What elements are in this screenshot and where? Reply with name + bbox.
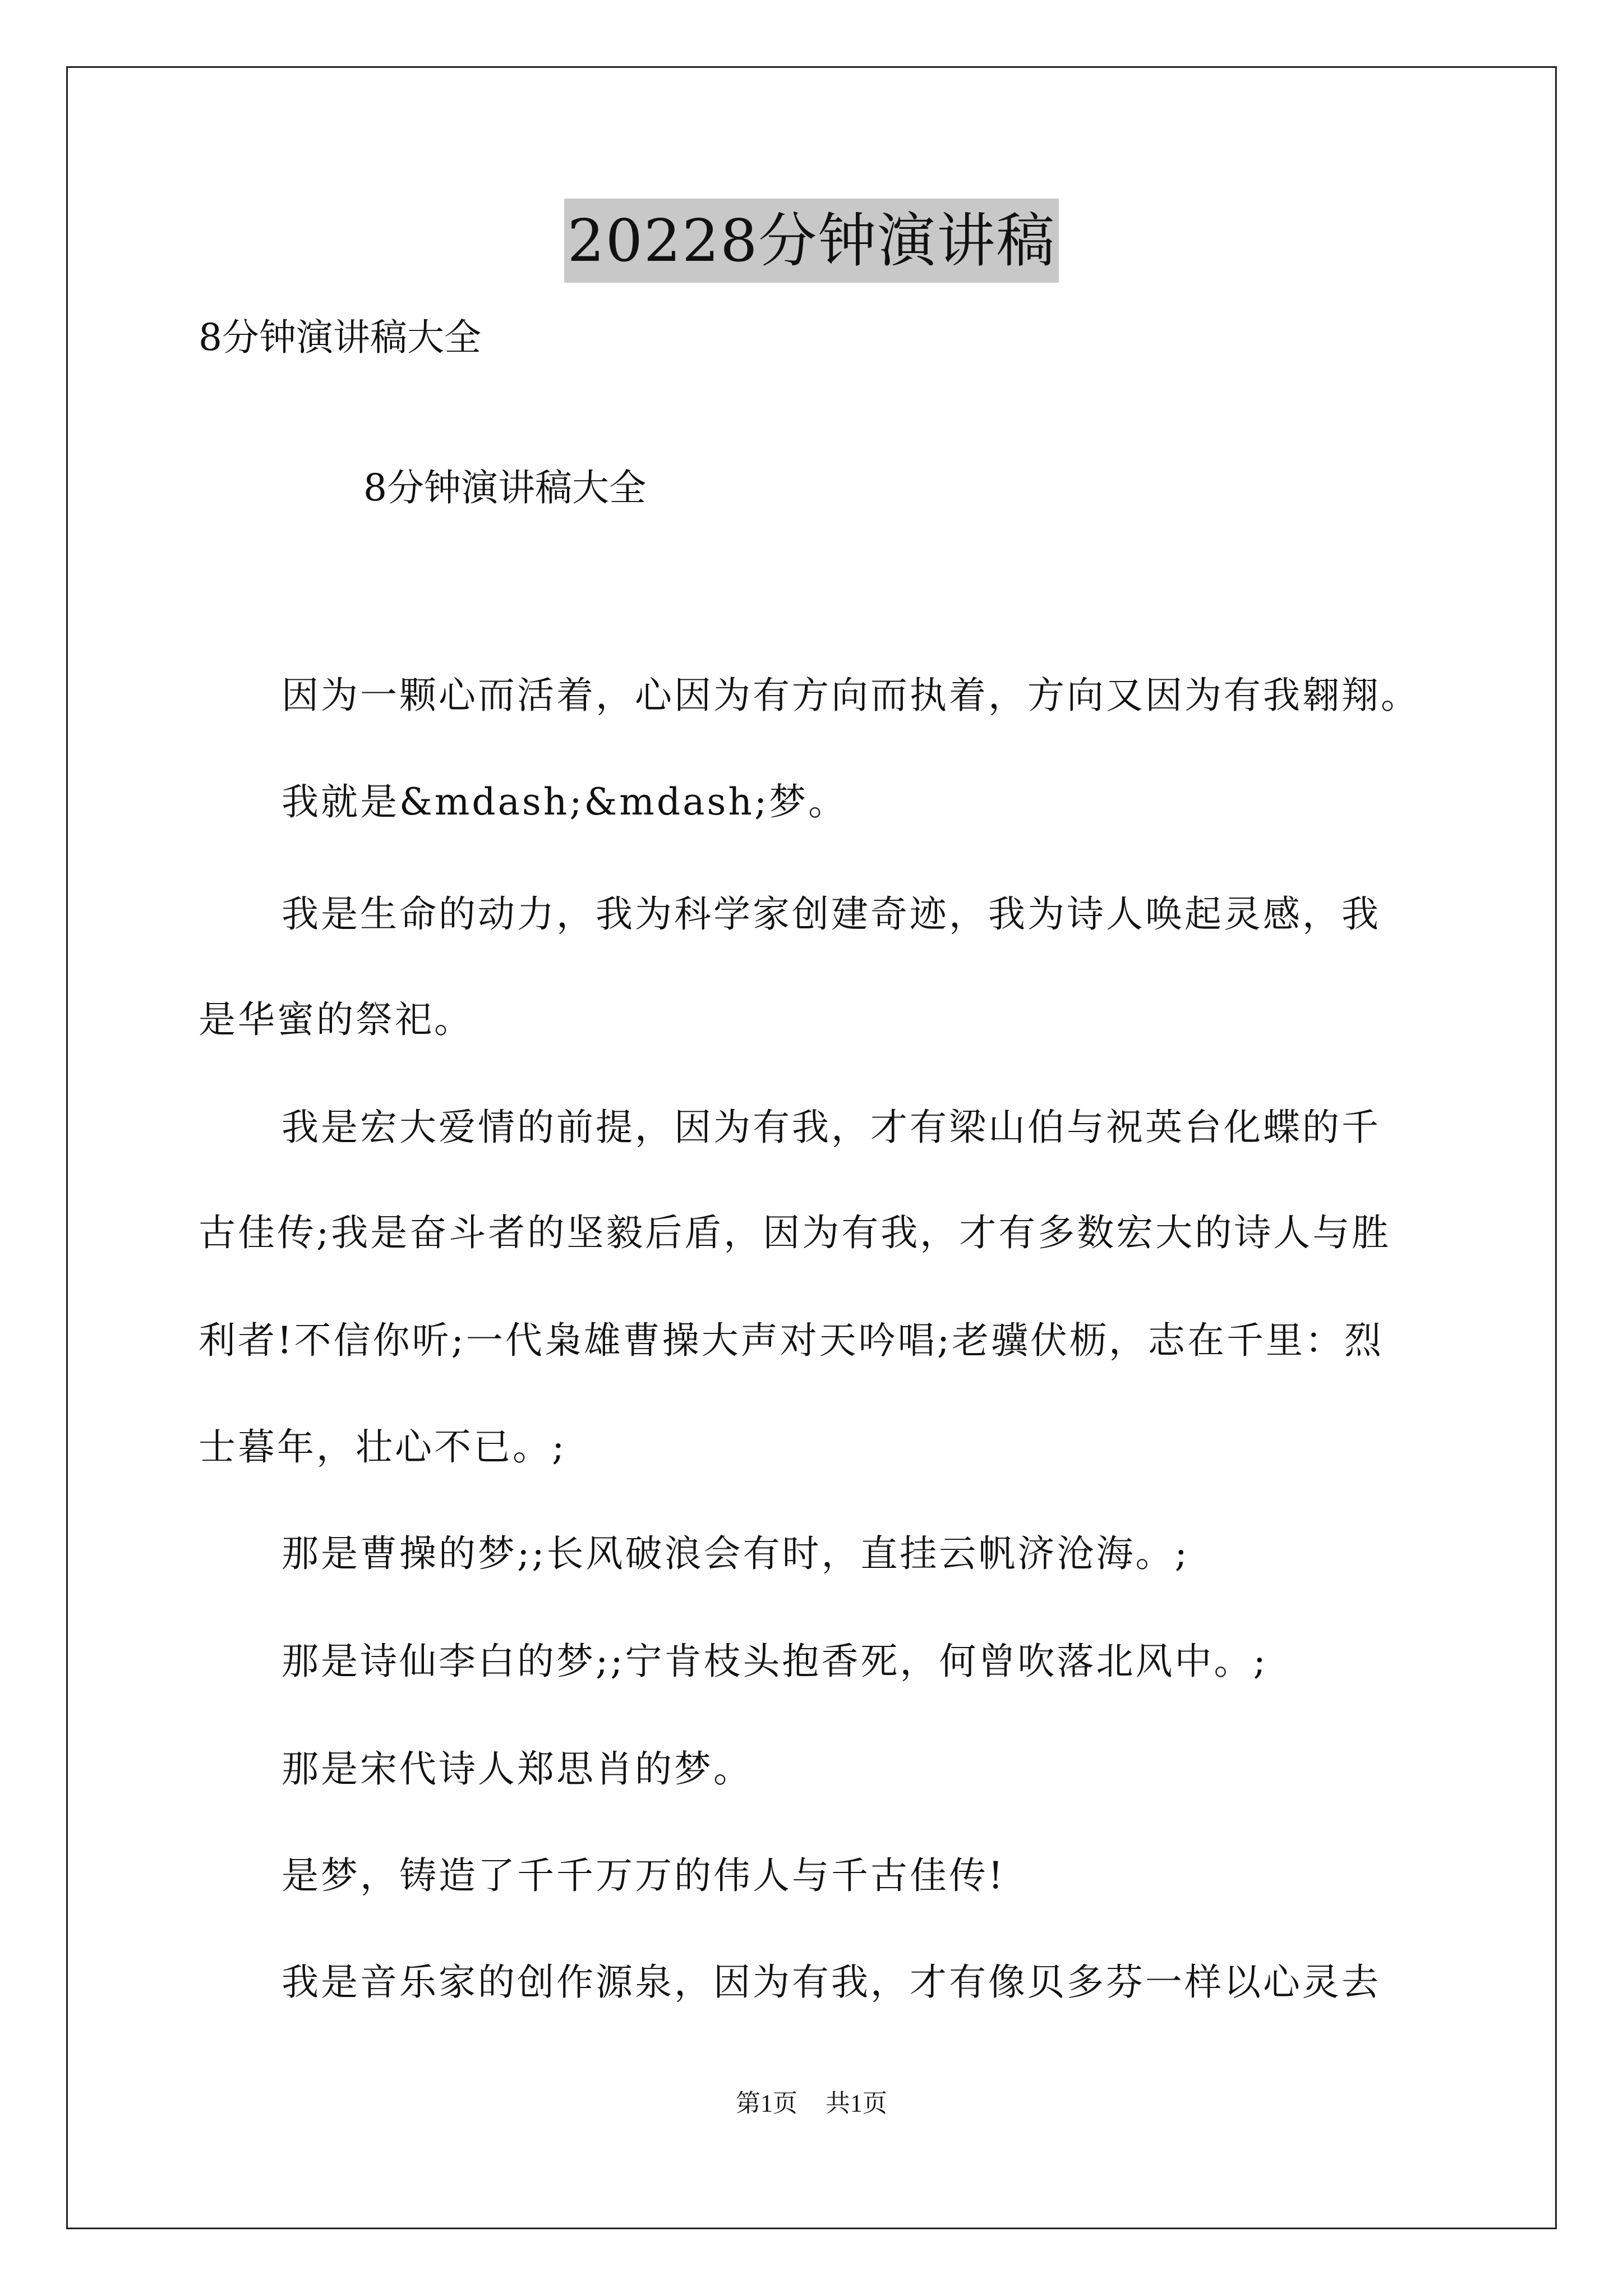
title-container [0, 199, 1623, 283]
text-line: 那是曹操的梦;;长风破浪会有时，直挂云帆济沧海。; [282, 1532, 1189, 1575]
page-footer [0, 2087, 1623, 2120]
text-line: 因为一颗心而活着，心因为有方向而执着，方向又因为有我翱翔。 [282, 674, 1420, 717]
text-line: 我是宏大爱情的前提，因为有我，才有梁山伯与祝英台化蝶的千 [282, 1106, 1381, 1149]
document-title: 20228分钟演讲稿 [564, 199, 1059, 283]
text-line: 士暮年，壮心不已。; [199, 1425, 567, 1469]
text-line: 利者!不信你听;一代枭雄曹操大声对天吟唱;老骥伏枥，志在千里：烈 [199, 1319, 1384, 1362]
text-line: 那是宋代诗人郑思肖的梦。 [282, 1747, 753, 1791]
page-number-current: 第1页 [736, 2090, 797, 2117]
section-heading: 8分钟演讲稿大全 [199, 316, 481, 359]
text-line: 是梦，铸造了千千万万的伟人与千古佳传! [282, 1854, 1006, 1897]
page-number-total: 共1页 [826, 2090, 887, 2117]
text-line: 古佳传;我是奋斗者的坚毅后盾，因为有我，才有多数宏大的诗人与胜 [199, 1211, 1391, 1254]
text-line: 我是音乐家的创作源泉，因为有我，才有像贝多芬一样以心灵去 [282, 1961, 1381, 2004]
text-line: 那是诗仙李白的梦;;宁肯枝头抱香死，何曾吹落北风中。; [282, 1640, 1268, 1683]
subsection-heading: 8分钟演讲稿大全 [363, 466, 646, 509]
text-line: 我是生命的动力，我为科学家创建奇迹，我为诗人唤起灵感，我 [282, 892, 1381, 936]
text-line: 是华蜜的祭祀。 [199, 998, 473, 1041]
text-line: 我就是&mdash;&mdash;梦。 [282, 780, 848, 823]
